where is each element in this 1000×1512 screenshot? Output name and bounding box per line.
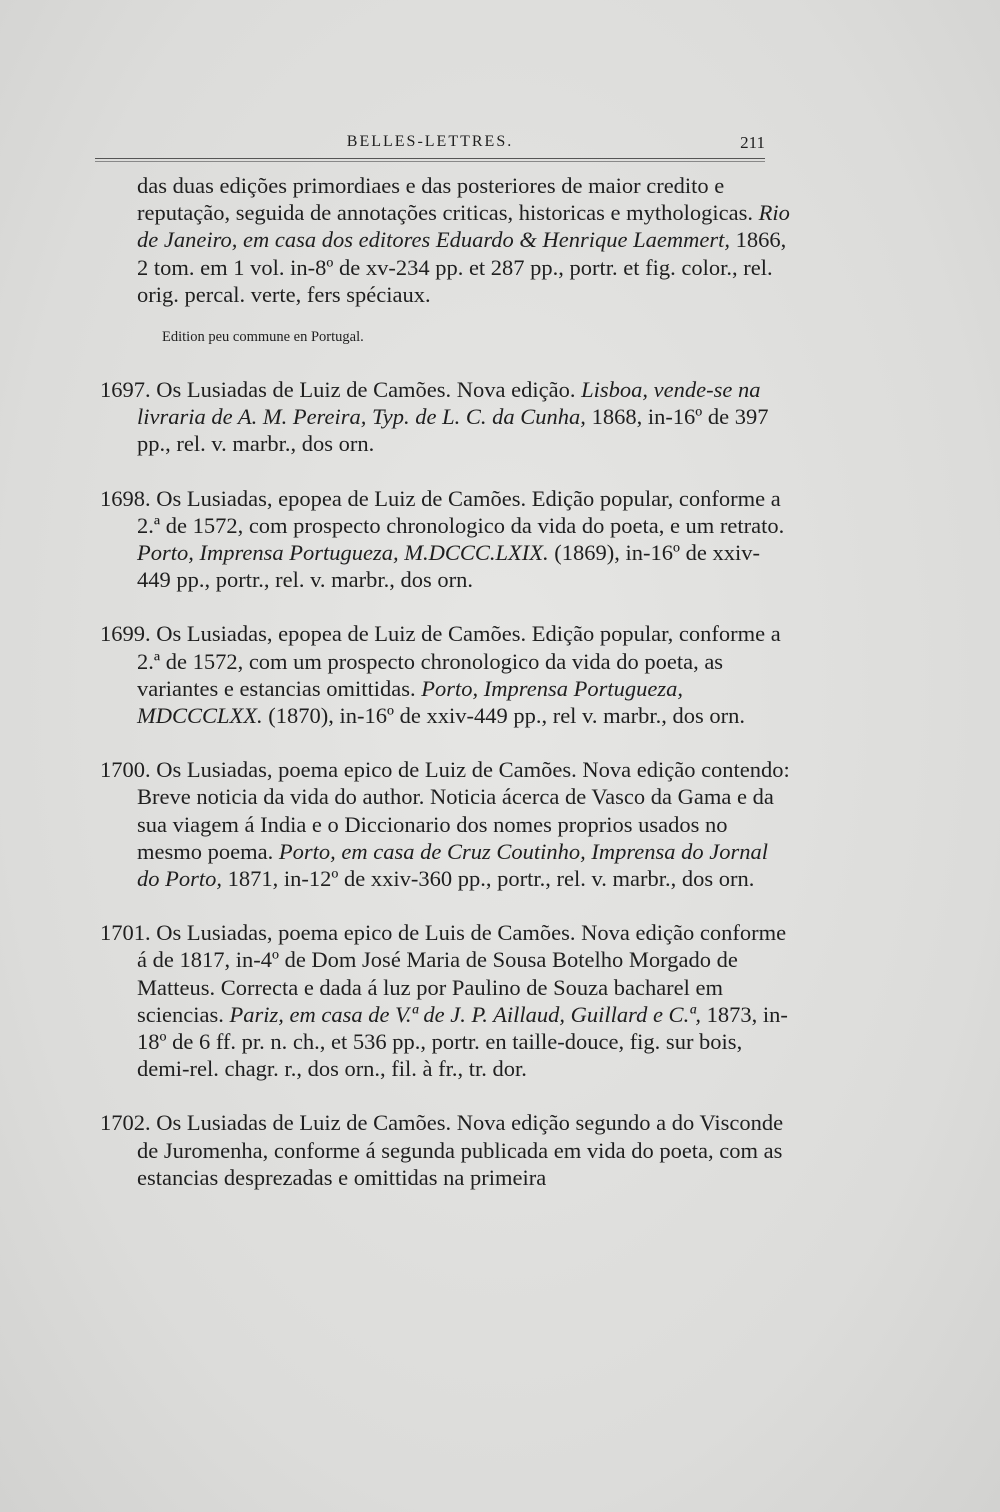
- entry-number: 1697.: [100, 377, 151, 403]
- entry-text-2: 1873, in-18º de 6 ff. pr. n. ch., et 536 pp., portr. en taille-douce, fig. sur bois, demi-rel. chagr. r., dos orn., fil. à fr., tr. dor.: [137, 1001, 788, 1082]
- catalogue-entry-1700: [100, 756, 790, 892]
- entry-text-1: Os Lusiadas, epopea de Luiz de Camões. Edição popular, conforme a 2.ª de 1572, com prospecto chronologico da vida do poeta, e um retrato.: [137, 485, 785, 538]
- entry-text-2: (1869), in-16º de xxiv-449 pp., portr., rel. v. marbr., dos orn.: [137, 540, 760, 593]
- catalogue-entry-1697: [100, 376, 790, 458]
- edition-note: Edition peu commune en Portugal.: [162, 329, 364, 346]
- entry-text-1: Os Lusiadas, poema epico de Luiz de Camões. Nova edição contendo: Breve noticia da vida do author. Noticia ácerca de Vasco da Gama e da sua viagem á India e o Diccionario dos nomes proprios usados no mesmo poema.: [137, 757, 790, 864]
- entry-text-1: Os Lusiadas de Luiz de Camões. Nova edição.: [150, 377, 582, 403]
- entry-imprint: Pariz, em casa de V.ª de J. P. Aillaud, Guillard e C.ª,: [229, 1001, 702, 1027]
- entry-number: 1701.: [100, 920, 151, 946]
- catalogue-entry-1699: [100, 620, 790, 729]
- entry-number: 1699.: [100, 621, 151, 647]
- header-rule: [95, 158, 765, 159]
- continued-imprint: Rio de Janeiro, em casa dos editores Eduardo & Henrique Laemmert,: [137, 200, 790, 253]
- entry-text-1: Os Lusiadas, epopea de Luiz de Camões. Edição popular, conforme a 2.ª de 1572, com um prospecto chronologico da vida do poeta, as variantes e estancias omittidas.: [137, 621, 781, 701]
- catalogue-entry-1702: [100, 1109, 790, 1191]
- continued-entry: [100, 172, 790, 308]
- running-head: BELLES-LETTRES.: [346, 133, 514, 150]
- catalogue-entry-1701: [100, 919, 790, 1082]
- continued-text-1: das duas edições primordiaes e das posteriores de maior credito e reputação, seguida de annotações criticas, historicas e mythologicas.: [137, 173, 759, 226]
- entry-text-2: 1871, in-12º de xxiv-360 pp., portr., rel. v. marbr., dos orn.: [222, 866, 755, 892]
- entry-number: 1702.: [100, 1110, 151, 1136]
- page-header: [95, 133, 765, 159]
- entry-imprint: Porto, em casa de Cruz Coutinho, Imprensa do Jornal do Porto,: [137, 838, 769, 892]
- continued-text-2: 1866, 2 tom. em 1 vol. in-8º de xv-234 pp. et 287 pp., portr. et fig. color., rel. orig. percal. verte, fers spéciaux.: [137, 227, 787, 307]
- entry-number: 1700.: [100, 757, 151, 783]
- catalogue-entry-1698: [100, 485, 790, 594]
- entry-text-2: (1870), in-16º de xxiv-449 pp., rel v. marbr., dos orn.: [262, 703, 745, 729]
- entry-imprint: Porto, Imprensa Portugueza, MDCCCLXX.: [137, 675, 683, 729]
- entry-text-1: Os Lusiadas, poema epico de Luis de Camões. Nova edição conforme á de 1817, in-4º de Dom José Maria de Sousa Botelho Morgado de Matteus. Correcta e dada á luz por Paulino de Souza bacharel em sciencias.: [137, 920, 787, 1027]
- entry-text-2: 1868, in-16º de 397 pp., rel. v. marbr., dos orn.: [137, 404, 769, 457]
- entry-imprint: Lisboa, vende-se na livraria de A. M. Pereira, Typ. de L. C. da Cunha,: [137, 377, 761, 430]
- entry-imprint: Porto, Imprensa Portugueza, M.DCCC.LXIX.: [137, 540, 549, 566]
- entry-text-1: Os Lusiadas de Luiz de Camões. Nova edição segundo a do Visconde de Juromenha, conforme á segunda publicada em vida do poeta, com as estancias desprezadas e omittidas na primeira: [137, 1110, 784, 1190]
- entry-number: 1698.: [100, 485, 151, 511]
- page-number: 211: [740, 133, 765, 152]
- page-body: [100, 172, 790, 1218]
- header-rule-thin: [95, 161, 765, 162]
